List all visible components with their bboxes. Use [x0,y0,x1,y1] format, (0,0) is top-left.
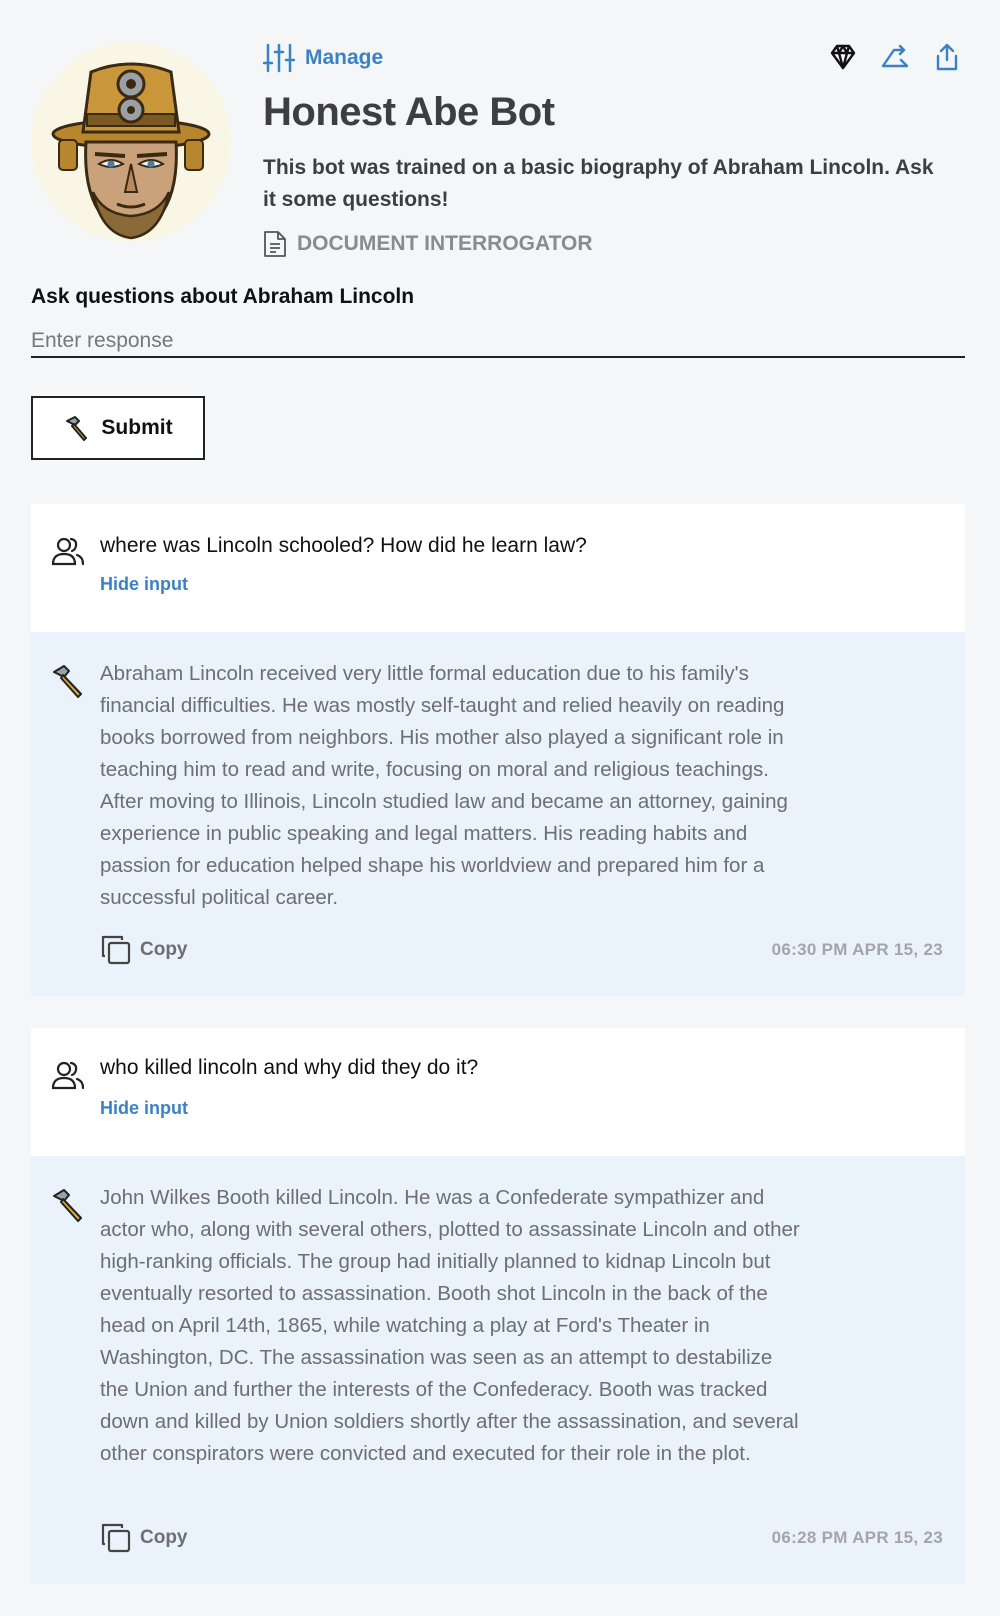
hammer-icon [51,664,85,698]
question-card [31,504,965,632]
answer-text: John Wilkes Booth killed Lincoln. He was a Confederate sympathizer and actor who, along with several others, plotted to assassinate Lincoln and other high-ranking officials. The group had initially planned to kidnap Lincoln but eventually resorted to assassination. Booth shot Lincoln in the back of the head on April 14th, 1865, while watching a play at Ford's Theater in Washington, DC. The assassination was seen as an attempt to destabilize the Union and further the interests of the Confederacy. Booth was tracked down and killed by Union soldiers shortly after the assassination, and several other conspirators were convicted and executed for their role in the plot. [100,1186,800,1465]
share-route-icon[interactable] [880,42,910,72]
manage-label: Manage [305,46,384,69]
bot-description: This bot was trained on a basic biography of Abraham Lincoln. Ask it some questions! [263,156,934,211]
bot-type [263,230,593,258]
timestamp: 06:30 PM APR 15, 23 [771,940,943,959]
header-actions [828,42,962,72]
question-label: Ask questions about Abraham Lincoln [31,285,415,308]
hide-input-link[interactable]: Hide input [100,574,188,594]
response-input[interactable] [31,326,965,358]
upload-icon[interactable] [932,42,962,72]
bot-avatar [31,42,231,242]
hide-input-link[interactable]: Hide input [100,1098,188,1118]
question-card [31,1028,965,1156]
manage-button[interactable] [263,42,383,74]
answer-card [31,632,965,996]
copy-icon [100,1522,132,1554]
question-text: who killed lincoln and why did they do it? [100,1056,479,1079]
copy-button[interactable] [100,934,188,966]
copy-label: Copy [140,1527,188,1548]
question-text: where was Lincoln schooled? How did he learn law? [100,534,587,557]
hammer-icon [51,1188,85,1222]
document-icon [263,230,287,258]
answer-text: Abraham Lincoln received very little formal education due to his family's financial difficulties. He was mostly self-taught and relied heavily on reading books borrowed from neighbors. His mother also played a significant role in teaching him to read and write, focusing on moral and religious teachings. After moving to Illinois, Lincoln studied law and became an attorney, gaining experience in public speaking and legal matters. His reading habits and passion for education helped shape his worldview and prepared him for a successful political career. [100,662,788,909]
users-icon [51,1058,85,1092]
copy-button[interactable] [100,1522,188,1554]
users-icon [51,534,85,568]
hammer-icon [63,415,89,441]
copy-icon [100,934,132,966]
timestamp: 06:28 PM APR 15, 23 [771,1528,943,1547]
bot-header [0,0,1000,270]
bot-type-label: DOCUMENT INTERROGATOR [297,232,593,255]
sliders-icon [263,43,295,73]
steampunk-lincoln-avatar-icon [31,42,231,242]
submit-button[interactable] [31,396,205,460]
diamond-icon[interactable] [828,42,858,72]
copy-label: Copy [140,939,188,960]
answer-card [31,1156,965,1584]
bot-title: Honest Abe Bot [263,90,555,134]
submit-label: Submit [101,416,173,439]
